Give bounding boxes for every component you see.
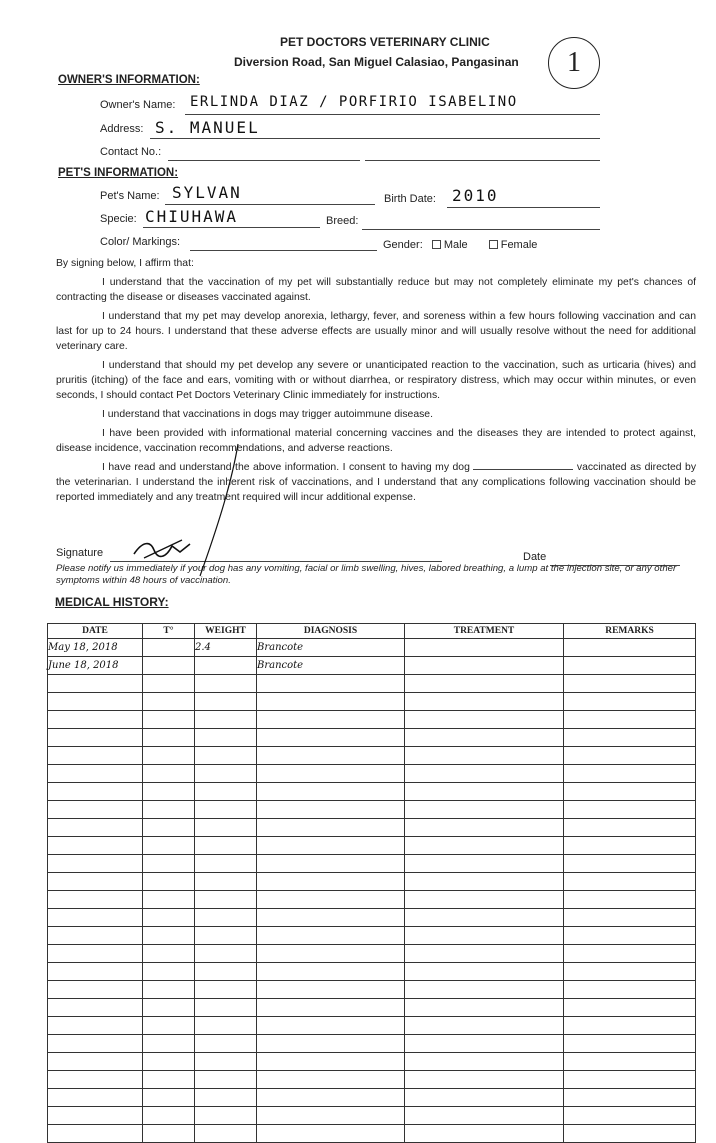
table-cell-empty — [143, 819, 195, 837]
table-cell-empty — [195, 711, 257, 729]
table-cell-empty — [48, 1089, 143, 1107]
table-cell-empty — [143, 729, 195, 747]
gender-field — [383, 239, 537, 251]
table-cell-empty — [257, 1017, 405, 1035]
table-cell-empty — [405, 819, 564, 837]
contact-label: Contact No.: — [100, 146, 162, 158]
table-cell-empty — [564, 999, 696, 1017]
table-cell-empty — [195, 693, 257, 711]
table-row — [48, 639, 696, 657]
row-date: June 18, 2018 — [48, 657, 143, 675]
table-row-empty — [48, 801, 696, 819]
table-cell-empty — [405, 981, 564, 999]
table-cell-empty — [195, 945, 257, 963]
row-remarks — [564, 657, 696, 675]
table-cell-empty — [143, 1053, 195, 1071]
table-cell-empty — [48, 747, 143, 765]
table-row-empty — [48, 927, 696, 945]
table-cell-empty — [405, 747, 564, 765]
table-cell-empty — [257, 1125, 405, 1143]
table-cell-empty — [564, 819, 696, 837]
table-cell-empty — [564, 801, 696, 819]
table-cell-empty — [257, 693, 405, 711]
table-cell-empty — [564, 1125, 696, 1143]
table-cell-empty — [48, 819, 143, 837]
table-cell-empty — [48, 891, 143, 909]
table-row-empty — [48, 693, 696, 711]
table-cell-empty — [257, 891, 405, 909]
table-cell-empty — [257, 855, 405, 873]
table-cell-empty — [564, 963, 696, 981]
consent-6a: I have read and understand the above information. I consent to having my dog — [102, 462, 470, 473]
table-cell-empty — [195, 963, 257, 981]
table-cell-empty — [143, 981, 195, 999]
consent-paragraph-1: I understand that the vaccination of my pet will substantially reduce but may not completely eliminate my pet's chances of contracting the disease or diseases vaccinated against. — [56, 277, 696, 303]
consent-6c: as directed by the veterinarian. I understand the inherent risk of vaccinations, and I understand that any complications following vaccination should be reported immediately and any treatment required will incur additional expense. — [56, 462, 697, 503]
table-cell-empty — [405, 1017, 564, 1035]
table-cell-empty — [564, 855, 696, 873]
table-cell-empty — [564, 927, 696, 945]
table-cell-empty — [257, 801, 405, 819]
table-cell-empty — [257, 819, 405, 837]
table-cell-empty — [405, 999, 564, 1017]
address-label: Address: — [100, 123, 144, 135]
clinic-address: Diversion Road, San Miguel Calasiao, Pangasinan — [234, 55, 519, 69]
table-cell-empty — [405, 891, 564, 909]
table-cell-empty — [405, 837, 564, 855]
table-cell-empty — [195, 1107, 257, 1125]
table-cell-empty — [143, 747, 195, 765]
table-cell-empty — [564, 675, 696, 693]
table-cell-empty — [48, 981, 143, 999]
pet-section-title: PET'S INFORMATION: — [58, 167, 179, 179]
table-cell-empty — [405, 1125, 564, 1143]
table-cell-empty — [143, 999, 195, 1017]
table-cell-empty — [195, 1035, 257, 1053]
col-treatment: TREATMENT — [405, 624, 564, 639]
table-row-empty — [48, 1107, 696, 1125]
table-cell-empty — [48, 1035, 143, 1053]
table-row-empty — [48, 855, 696, 873]
birth-date-label: Birth Date: — [384, 193, 436, 205]
table-cell-empty — [195, 729, 257, 747]
table-row-empty — [48, 999, 696, 1017]
date-label: Date — [523, 551, 547, 563]
table-row-empty — [48, 981, 696, 999]
table-cell-empty — [405, 1053, 564, 1071]
consent-paragraph-3: I understand that should my pet develop any severe or unanticipated reaction to the vaccination, such as urticaria (hives) and pruritis (itching) of the face and ears, vomiting with or without diarrhea, or respiratory distress, which may occur within minutes, or even seconds, I should contact Pet Doctors Veterinary Clinic immediately for instructions. — [56, 360, 696, 401]
consent-6b: vaccinated — [576, 462, 627, 473]
table-cell-empty — [48, 1125, 143, 1143]
table-cell-empty — [195, 801, 257, 819]
table-cell-empty — [405, 693, 564, 711]
table-cell-empty — [143, 675, 195, 693]
gender-female-checkbox[interactable] — [489, 240, 498, 249]
table-cell-empty — [48, 783, 143, 801]
table-cell-empty — [405, 909, 564, 927]
table-cell-empty — [405, 675, 564, 693]
table-cell-empty — [48, 1107, 143, 1125]
row-weight — [195, 657, 257, 675]
table-cell-empty — [143, 711, 195, 729]
row-temperature — [143, 639, 195, 657]
table-cell-empty — [195, 981, 257, 999]
table-cell-empty — [143, 945, 195, 963]
gender-male-label: Male — [443, 239, 468, 251]
table-cell-empty — [257, 783, 405, 801]
table-cell-empty — [257, 1053, 405, 1071]
table-cell-empty — [405, 1035, 564, 1053]
table-cell-empty — [564, 873, 696, 891]
table-cell-empty — [143, 1089, 195, 1107]
page-number-mark: 1 — [548, 37, 600, 89]
table-cell-empty — [48, 765, 143, 783]
pet-name-value: SYLVAN — [172, 183, 242, 202]
table-row-empty — [48, 729, 696, 747]
table-cell-empty — [195, 1017, 257, 1035]
table-row-empty — [48, 963, 696, 981]
owner-name-value: ERLINDA DIAZ / PORFIRIO ISABELINO — [190, 94, 518, 110]
table-cell-empty — [48, 855, 143, 873]
table-cell-empty — [257, 945, 405, 963]
table-cell-empty — [48, 693, 143, 711]
table-cell-empty — [257, 729, 405, 747]
table-cell-empty — [48, 801, 143, 819]
table-cell-empty — [564, 1089, 696, 1107]
table-cell-empty — [564, 747, 696, 765]
table-cell-empty — [564, 945, 696, 963]
table-cell-empty — [48, 675, 143, 693]
table-row-empty — [48, 1017, 696, 1035]
table-cell-empty — [257, 837, 405, 855]
consent-section — [56, 256, 696, 505]
table-cell-empty — [48, 927, 143, 945]
specie-value: CHIUHAWA — [145, 207, 239, 226]
table-cell-empty — [195, 1125, 257, 1143]
table-cell-empty — [564, 1017, 696, 1035]
consent-paragraph-6 — [56, 460, 696, 505]
table-cell-empty — [564, 837, 696, 855]
table-cell-empty — [405, 783, 564, 801]
table-cell-empty — [405, 927, 564, 945]
consent-intro: By signing below, I affirm that: — [56, 258, 194, 269]
breed-label: Breed: — [326, 215, 359, 227]
table-cell-empty — [564, 711, 696, 729]
table-cell-empty — [564, 729, 696, 747]
table-cell-empty — [257, 1089, 405, 1107]
table-cell-empty — [564, 1107, 696, 1125]
gender-label: Gender: — [383, 239, 423, 251]
table-cell-empty — [195, 855, 257, 873]
table-cell-empty — [564, 1035, 696, 1053]
table-row-empty — [48, 873, 696, 891]
row-date: May 18, 2018 — [48, 639, 143, 657]
table-row-empty — [48, 783, 696, 801]
col-date: DATE — [48, 624, 143, 639]
medical-history-title: MEDICAL HISTORY: — [55, 595, 169, 609]
gender-male-checkbox[interactable] — [432, 240, 441, 249]
clinic-name: PET DOCTORS VETERINARY CLINIC — [280, 35, 490, 49]
table-cell-empty — [405, 963, 564, 981]
table-cell-empty — [257, 765, 405, 783]
table-cell-empty — [195, 891, 257, 909]
table-cell-empty — [405, 729, 564, 747]
table-cell-empty — [257, 1035, 405, 1053]
table-header-row — [48, 624, 696, 639]
table-cell-empty — [405, 855, 564, 873]
table-cell-empty — [195, 837, 257, 855]
table-cell-empty — [48, 909, 143, 927]
table-row-empty — [48, 747, 696, 765]
table-cell-empty — [143, 783, 195, 801]
pen-stroke-mark — [180, 440, 270, 580]
row-treatment — [405, 657, 564, 675]
table-cell-empty — [48, 873, 143, 891]
table-cell-empty — [143, 765, 195, 783]
table-cell-empty — [143, 855, 195, 873]
table-cell-empty — [257, 909, 405, 927]
table-cell-empty — [405, 1107, 564, 1125]
table-cell-empty — [257, 999, 405, 1017]
table-row-empty — [48, 819, 696, 837]
consent-paragraph-5: I have been provided with informational material concerning vaccines and the diseases they are intended to protect against, disease incidence, vaccination recommendations, and adverse reactions. — [56, 428, 696, 454]
table-cell-empty — [143, 963, 195, 981]
owner-name-label: Owner's Name: — [100, 99, 176, 111]
pet-name-label: Pet's Name: — [100, 190, 160, 202]
row-remarks — [564, 639, 696, 657]
medical-history-table — [47, 623, 696, 1143]
table-cell-empty — [143, 1017, 195, 1035]
table-cell-empty — [405, 1089, 564, 1107]
table-cell-empty — [143, 909, 195, 927]
table-cell-empty — [405, 873, 564, 891]
birth-date-value: 2010 — [452, 186, 499, 205]
consent-paragraph-4: I understand that vaccinations in dogs may trigger autoimmune disease. — [102, 409, 433, 420]
table-cell-empty — [48, 729, 143, 747]
table-cell-empty — [195, 927, 257, 945]
row-temperature — [143, 657, 195, 675]
table-row-empty — [48, 1035, 696, 1053]
table-cell-empty — [564, 981, 696, 999]
table-cell-empty — [564, 765, 696, 783]
table-cell-empty — [195, 675, 257, 693]
table-cell-empty — [257, 963, 405, 981]
table-cell-empty — [48, 963, 143, 981]
table-cell-empty — [195, 783, 257, 801]
table-cell-empty — [195, 747, 257, 765]
table-cell-empty — [257, 1107, 405, 1125]
table-cell-empty — [48, 1053, 143, 1071]
table-cell-empty — [257, 675, 405, 693]
table-cell-empty — [564, 1053, 696, 1071]
signature-label: Signature — [56, 547, 104, 559]
table-cell-empty — [143, 1125, 195, 1143]
table-cell-empty — [195, 873, 257, 891]
table-row-empty — [48, 711, 696, 729]
table-cell-empty — [405, 945, 564, 963]
table-cell-empty — [257, 711, 405, 729]
table-cell-empty — [48, 837, 143, 855]
table-cell-empty — [143, 927, 195, 945]
table-cell-empty — [143, 1107, 195, 1125]
col-weight: WEIGHT — [195, 624, 257, 639]
owner-section-title: OWNER'S INFORMATION: — [58, 74, 200, 86]
table-row-empty — [48, 1125, 696, 1143]
table-cell-empty — [195, 999, 257, 1017]
table-cell-empty — [257, 981, 405, 999]
table-cell-empty — [143, 693, 195, 711]
consent-paragraph-2: I understand that my pet may develop anorexia, lethargy, fever, and soreness within a few hours following vaccination and can last for up to 24 hours. I understand that these adverse effects are usually minor and will usually resolve without the need for additional veterinary care. — [56, 311, 696, 352]
table-row-empty — [48, 675, 696, 693]
table-cell-empty — [48, 711, 143, 729]
row-diagnosis: Brancote — [257, 657, 405, 675]
specie-label: Specie: — [100, 213, 137, 225]
notice-text: Please notify us immediately if your dog has any vomiting, facial or limb swelling, hives, labored breathing, a lump at the injection site, or any other symptoms within 48 hours of vaccination. — [56, 563, 677, 586]
table-cell-empty — [564, 783, 696, 801]
table-cell-empty — [564, 693, 696, 711]
table-cell-empty — [405, 711, 564, 729]
col-diagnosis: DIAGNOSIS — [257, 624, 405, 639]
table-cell-empty — [257, 873, 405, 891]
table-cell-empty — [405, 801, 564, 819]
table-row-empty — [48, 765, 696, 783]
row-weight: 2.4 — [195, 639, 257, 657]
table-row-empty — [48, 891, 696, 909]
col-temperature: T° — [143, 624, 195, 639]
table-row-empty — [48, 909, 696, 927]
gender-female-label: Female — [500, 239, 538, 251]
table-cell-empty — [564, 909, 696, 927]
table-cell-empty — [195, 819, 257, 837]
table-row-empty — [48, 1053, 696, 1071]
col-remarks: REMARKS — [564, 624, 696, 639]
table-cell-empty — [195, 765, 257, 783]
row-diagnosis: Brancote — [257, 639, 405, 657]
table-row-empty — [48, 1089, 696, 1107]
table-cell-empty — [48, 945, 143, 963]
table-cell-empty — [48, 1017, 143, 1035]
table-cell-empty — [257, 747, 405, 765]
table-cell-empty — [143, 891, 195, 909]
table-cell-empty — [143, 801, 195, 819]
table-cell-empty — [195, 909, 257, 927]
table-cell-empty — [48, 999, 143, 1017]
table-cell-empty — [257, 927, 405, 945]
row-treatment — [405, 639, 564, 657]
table-row — [48, 657, 696, 675]
address-value: S. MANUEL — [155, 118, 260, 137]
table-row-empty — [48, 837, 696, 855]
table-cell-empty — [405, 765, 564, 783]
color-markings-label: Color/ Markings: — [100, 236, 181, 248]
table-cell-empty — [143, 837, 195, 855]
table-cell-empty — [564, 891, 696, 909]
table-cell-empty — [195, 1053, 257, 1071]
table-cell-empty — [195, 1089, 257, 1107]
table-cell-empty — [143, 873, 195, 891]
table-row-empty — [48, 945, 696, 963]
table-cell-empty — [143, 1035, 195, 1053]
